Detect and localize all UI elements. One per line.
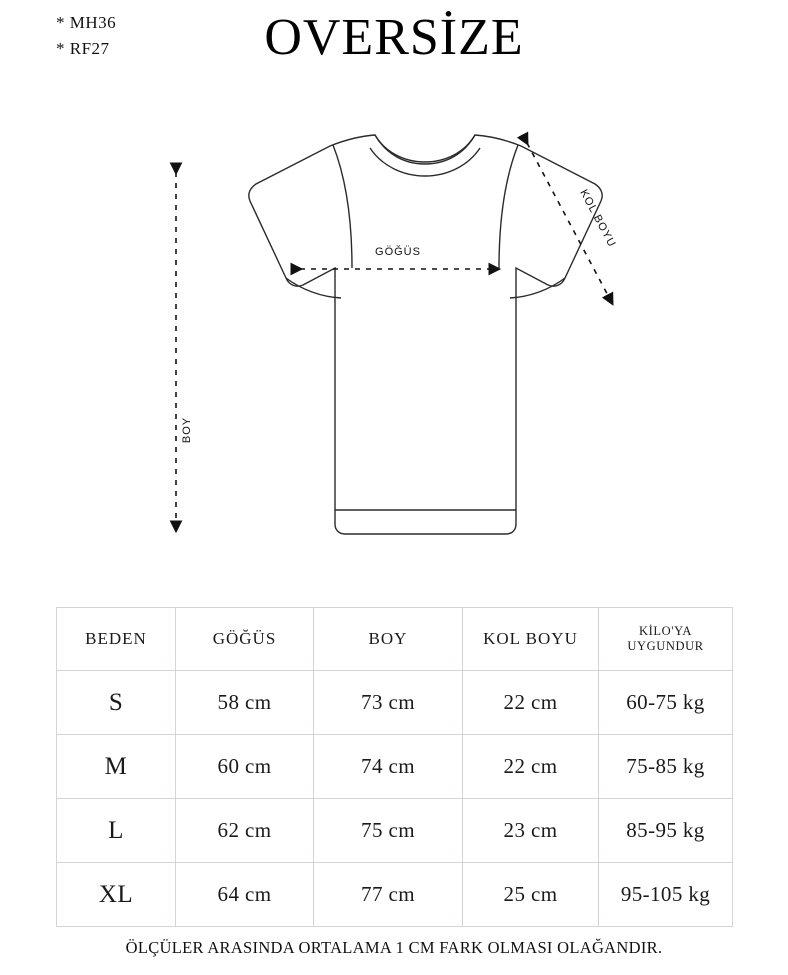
header-boy: BOY xyxy=(314,608,463,671)
cell-weight: 95-105 kg xyxy=(599,863,733,927)
header-kol-boyu: KOL BOYU xyxy=(463,608,599,671)
table-row xyxy=(57,799,733,863)
header-beden: BEDEN xyxy=(57,608,176,671)
cell-chest: 60 cm xyxy=(176,735,314,799)
cell-sleeve: 23 cm xyxy=(463,799,599,863)
table-row xyxy=(57,735,733,799)
cell-chest: 58 cm xyxy=(176,671,314,735)
page-title: OVERSİZE xyxy=(264,9,524,66)
header-kilo-line2: UYGUNDUR xyxy=(627,639,704,653)
cell-weight: 85-95 kg xyxy=(599,799,733,863)
sleeve-label: KOL BOYU xyxy=(577,187,618,250)
cell-size: XL xyxy=(57,863,176,927)
cell-length: 75 cm xyxy=(314,799,463,863)
header-gogus: GÖĞÜS xyxy=(176,608,314,671)
header-kilo-line1: KİLO'YA xyxy=(639,624,692,638)
cell-length: 74 cm xyxy=(314,735,463,799)
cell-weight: 75-85 kg xyxy=(599,735,733,799)
table-header-row xyxy=(57,608,733,671)
cell-size: L xyxy=(57,799,176,863)
cell-chest: 62 cm xyxy=(176,799,314,863)
tshirt-outline xyxy=(249,135,602,534)
length-label: BOY xyxy=(181,416,193,444)
cell-chest: 64 cm xyxy=(176,863,314,927)
cell-weight: 60-75 kg xyxy=(599,671,733,735)
cell-length: 73 cm xyxy=(314,671,463,735)
header-kilo-uygundur xyxy=(599,608,733,671)
cell-sleeve: 22 cm xyxy=(463,735,599,799)
cell-sleeve: 22 cm xyxy=(463,671,599,735)
cell-length: 77 cm xyxy=(314,863,463,927)
cell-size: M xyxy=(57,735,176,799)
chest-label: GÖĞÜS xyxy=(375,246,421,258)
product-code-2: * RF27 xyxy=(56,39,110,58)
cell-sleeve: 25 cm xyxy=(463,863,599,927)
table-row xyxy=(57,863,733,927)
product-code-1: * MH36 xyxy=(56,13,117,32)
measurement-note: ÖLÇÜLER ARASINDA ORTALAMA 1 CM FARK OLMASI OLAĞANDIR. xyxy=(125,938,663,957)
tshirt-diagram xyxy=(0,100,788,580)
table-row xyxy=(57,671,733,735)
cell-size: S xyxy=(57,671,176,735)
size-chart-table xyxy=(56,607,733,927)
